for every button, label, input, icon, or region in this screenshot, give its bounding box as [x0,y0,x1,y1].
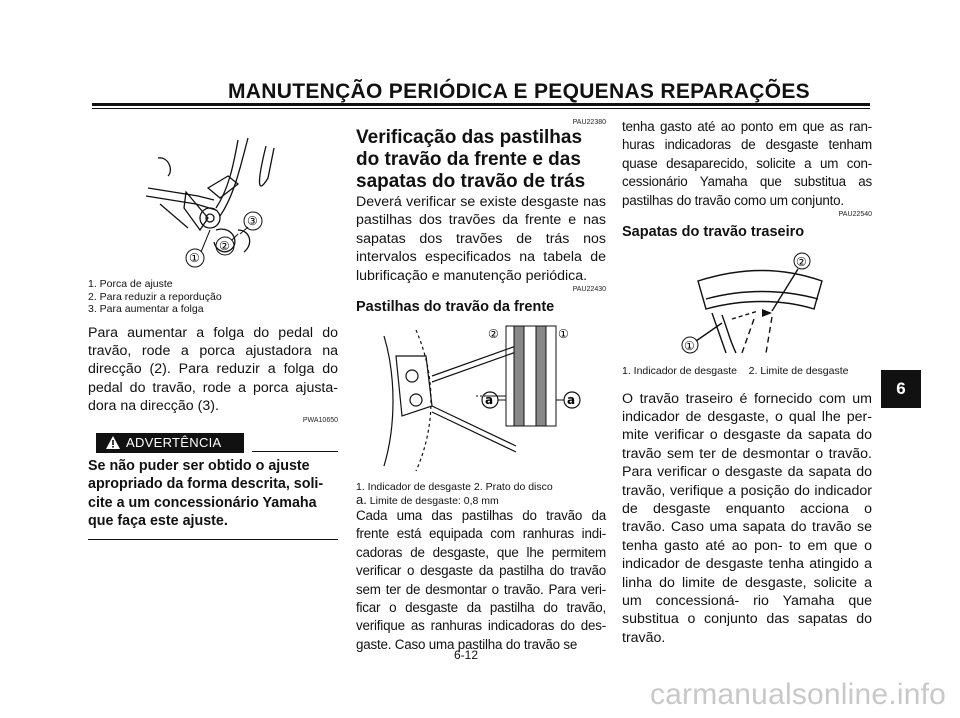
doc-code: PAU22540 [838,211,872,219]
subsection-heading-front: Pastilhas do travão da frente [356,299,555,316]
column-right [622,118,872,647]
fig-label-a-right: a [567,393,576,408]
column-middle [356,118,606,654]
fig-label-1: ① [684,339,695,354]
page-number: 6-12 [454,648,479,662]
intro-paragraph: Deverá verificar se existe desgaste nas pastilhas dos travões da frente e nas sapatas dos travões de trás nos intervalos especificados na tabela de lubrificação e manutenção periódica. [356,194,606,284]
fig-label-3: ③ [247,214,258,228]
fig-label-a-left: a [485,393,494,408]
section-heading: Verificação das pastilhas do travão da frente e das sapatas do travão de trás [356,127,586,192]
fig-label-2: ② [219,239,230,253]
doc-code: PAU22430 [572,286,606,294]
rear-shoe-paragraph: O travão traseiro é fornecido com um indicador de desgaste, o qual lhe per- mite verificar o desgaste da sapata do travão sem ter de desmontar o travão. Para verificar o desgaste da sapata do travão, verifique a posição do indicador de desgaste enquanto acciona o travão. Caso uma sapata do travão se tenha gasto até ao pon- to em que o indicador de desgaste tenha atingido a linha do limite de desgaste, solicite a um concessioná- rio Yamaha que substitua o conjunto das sapatas do travão. [622,390,872,646]
fig-label-1: ① [189,251,200,265]
warning-text: Se não puder ser obtido o ajuste apropriado da forma descrita, soli- cite a um concessionário Yamaha que faça este ajuste. [88,457,338,540]
caption-prefix: a. [356,491,367,507]
brake-pedal-figure [88,118,338,278]
brake-pedal-illustration [88,118,338,278]
caption-line: 1. Porca de ajuste [88,278,173,290]
column-left [88,118,338,540]
warning-rule [252,451,338,452]
continued-paragraph: tenha gasto até ao ponto em que as ran- huras indicadoras de desgaste tenham quase desaparecido, solicite a um con- cessionário Yamaha que substitua as pastilhas do travão como um conjunto. [622,119,872,208]
doc-code: PAU22380 [572,119,606,126]
front-pad-figure [356,316,606,481]
fig-label-2: ② [796,255,807,270]
figure-caption: 1. Indicador de desgaste 2. Limite de desgaste [622,365,849,378]
rear-shoe-figure [622,241,872,365]
warning-triangle-icon [106,436,120,449]
fig-label-1: ① [558,327,569,342]
rear-brake-illustration [622,241,872,365]
chapter-tab: 6 [881,370,921,408]
caption-text: Limite de desgaste: 0,8 mm [369,494,499,507]
figure-caption-limit [356,491,606,508]
fig-label-2: ② [488,327,499,342]
caption-line: 2. Para reduzir a repordução [88,290,222,303]
warning-label: ADVERTÊNCIA [126,434,222,450]
figure-caption: 1. Indicador de desgaste 2. Prato do disco [356,481,553,494]
front-pad-paragraph: Cada uma das pastilhas do travão da frente está equipada com ranhuras indi- cadoras de desgaste, que lhe permitem verificar o desgaste da pastilha do travão sem ter de desmontar o travão. Para veri- ficar o desgaste da pastilha do travão, verifique as ranhuras indicadoras do des- gaste. Caso uma pastilha do travão se [356,508,606,652]
header-rule [92,103,870,106]
subsection-heading-rear: Sapatas do travão traseiro [622,224,805,241]
figure-caption [88,278,338,316]
warning-badge [96,433,244,453]
caption-line: 3. Para aumentar a folga [88,303,204,315]
adjust-paragraph: Para aumentar a folga do pedal do travão, rode a porca ajustadora na direcção (2). Para reduzir a folga do pedal do travão, rode a porca ajusta- dora na direcção (3). [88,324,338,415]
front-brake-illustration [356,316,606,481]
header-rule-thin [92,108,870,109]
warning-header [88,433,338,455]
doc-code: PWA10650 [302,416,338,424]
page-header-title: MANUTENÇÃO PERIÓDICA E PEQUENAS REPARAÇÕES [228,80,810,103]
watermark-text: carmanualsonline.info [649,678,946,711]
